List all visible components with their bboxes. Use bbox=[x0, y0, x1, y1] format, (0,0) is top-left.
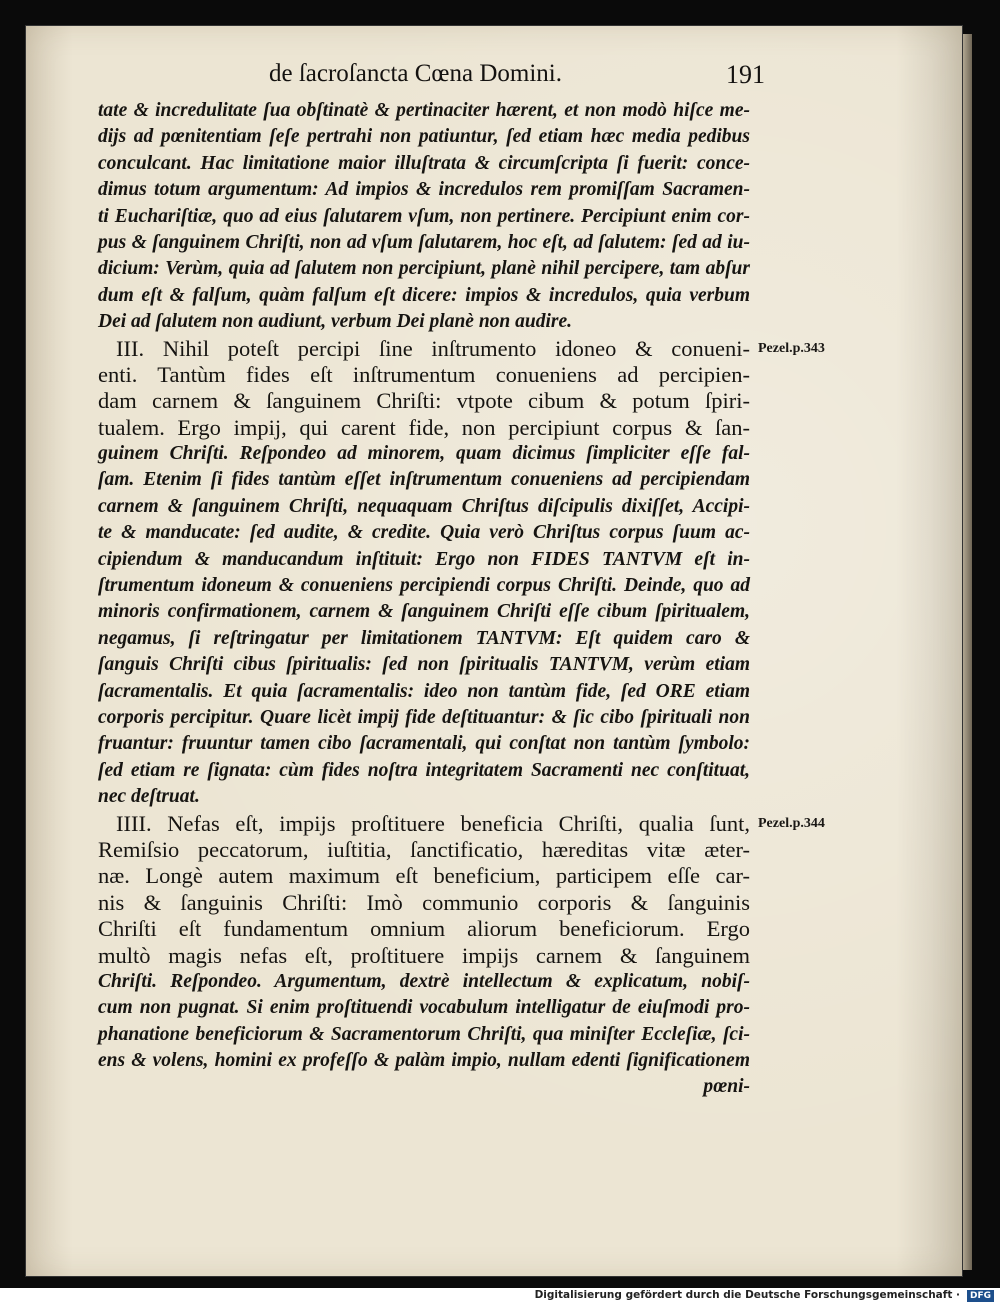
text-line: te & manducate: ſed audite, & credite. Quia verò Chriſtus corpus ſuum ac- bbox=[98, 522, 750, 544]
text-line: ſtrumentum idoneum & conueniens percipiendi corpus Chriſti. Deinde, quo ad bbox=[98, 575, 750, 597]
body-text bbox=[98, 98, 750, 1101]
dfg-logo: DFG bbox=[967, 1290, 994, 1302]
text-line: ſanguis Chriſti cibus ſpiritualis: ſed non ſpiritualis TANTVM, verùm etiam bbox=[98, 654, 750, 676]
text-line: dicium: Verùm, quia ad ſalutem non percipiunt, planè nihil percipere, tam abſur bbox=[98, 258, 750, 280]
text-line: dum eſt & falſum, quàm falſum eſt dicere: impios & incredulos, quia verbum bbox=[98, 284, 750, 306]
text-line: Chriſti eſt fundamentum omnium aliorum beneficiorum. Ergo bbox=[98, 916, 750, 942]
text-line: dimus totum argumentum: Ad impios & incredulos rem promiſſam Sacramen- bbox=[98, 179, 750, 201]
marginal-note: Pezel.p.343 bbox=[758, 340, 825, 356]
text-line: negamus, ſi reſtringatur per limitationem TANTVM: Eſt quidem caro & bbox=[98, 627, 750, 649]
text-line: ti Euchariſtiæ, quo ad eius ſalutarem vſum, non pertinere. Percipiunt enim cor- bbox=[98, 205, 750, 227]
page-number: 191 bbox=[726, 60, 765, 89]
page-edge bbox=[962, 34, 972, 1270]
page-header bbox=[26, 60, 962, 100]
text-line: III. Nihil poteſt percipi ſine inſtrumento idoneo & conueni- bbox=[116, 335, 750, 361]
text-line: dam carnem & ſanguinem Chriſti: vtpote cibum & potum ſpiri- bbox=[98, 388, 750, 414]
text-line: dijs ad pœnitentiam ſeſe pertrahi non patiuntur, ſed etiam hæc media pedibus bbox=[98, 126, 750, 148]
text-line: phanatione beneficiorum & Sacramentorum Chriſti, qua miniſter Eccleſiæ, ſci- bbox=[98, 1023, 750, 1045]
text-line: tualem. Ergo impij, qui carent fide, non percipiunt corpus & ſan- bbox=[98, 414, 750, 440]
funding-notice: Digitalisierung gefördert durch die Deutsche Forschungsgemeinschaft · bbox=[534, 1289, 960, 1301]
text-line: næ. Longè autem maximum eſt beneficium, participem eſſe car- bbox=[98, 863, 750, 889]
text-line: nis & ſanguinis Chriſti: Imò communio corporis & ſanguinis bbox=[98, 889, 750, 915]
text-line: corporis percipitur. Quare licèt impij fide deſtituantur: & ſic cibo ſpirituali non bbox=[98, 706, 750, 728]
footer-bar bbox=[0, 1288, 1000, 1305]
marginal-note: Pezel.p.344 bbox=[758, 815, 825, 831]
text-line: ſacramentalis. Et quia ſacramentalis: ideo non tantùm fide, ſed ORE etiam bbox=[98, 680, 750, 702]
text-line: enti. Tantùm fides eſt inſtrumentum conueniens ad percipien- bbox=[98, 361, 750, 387]
text-line: ſam. Etenim ſi fides tantùm eſſet inſtrumentum conueniens ad percipiendam bbox=[98, 469, 750, 491]
text-line: fruantur: fruuntur tamen cibo ſacramentali, qui conſtat non tantùm ſymbolo: bbox=[98, 733, 750, 755]
text-line: minoris confirmationem, carnem & ſanguinem Chriſti eſſe cibum ſpiritualem, bbox=[98, 601, 750, 623]
text-line: IIII. Nefas eſt, impijs proſtituere beneficia Chriſti, qualia ſunt, bbox=[116, 810, 750, 836]
text-line: conculcant. Hac limitatione maior illuſtrata & circumſcripta ſi fuerit: conce- bbox=[98, 152, 750, 174]
text-line: guinem Chriſti. Reſpondeo ad minorem, quam dicimus ſimpliciter eſſe fal- bbox=[98, 443, 750, 465]
text-line: ſed etiam re ſignata: cùm fides noſtra integritatem Sacramenti nec conſtituat, bbox=[98, 759, 750, 781]
text-line: pus & ſanguinem Chriſti, non ad vſum ſalutarem, hoc eſt, ad ſalutem: ſed ad iu- bbox=[98, 231, 750, 253]
text-line: Chriſti. Reſpondeo. Argumentum, dextrè intellectum & explicatum, nobiſ- bbox=[98, 970, 750, 992]
text-line: tate & incredulitate ſua obſtinatè & pertinaciter hærent, et non modò hiſce me- bbox=[98, 100, 750, 121]
text-line: ens & volens, homini ex profeſſo & palàm impio, nullam edenti ſignificationem bbox=[98, 1050, 750, 1072]
text-line: cipiendum & manducandum inſtituit: Ergo non FIDES TANTVM eſt in- bbox=[98, 548, 750, 570]
text-line: carnem & ſanguinem Chriſti, nequaquam Chriſtus diſcipulis dixiſſet, Accipi- bbox=[98, 495, 750, 517]
text-line: nec deſtruat. bbox=[98, 786, 200, 808]
catchword: pœni- bbox=[703, 1076, 750, 1098]
book-page bbox=[26, 26, 962, 1276]
text-line: multò magis nefas eſt, proſtituere impijs carnem & ſanguinem bbox=[98, 942, 750, 968]
text-line: cum non pugnat. Si enim proſtituendi vocabulum intelligatur de eiuſmodi pro- bbox=[98, 997, 750, 1019]
running-title: de ſacroſancta Cœna Domini. bbox=[269, 60, 562, 87]
text-line: Remiſsio peccatorum, iuſtitia, ſanctificatio, hæreditas vitæ æter- bbox=[98, 836, 750, 862]
text-line: Dei ad ſalutem non audiunt, verbum Dei planè non audire. bbox=[98, 311, 573, 333]
